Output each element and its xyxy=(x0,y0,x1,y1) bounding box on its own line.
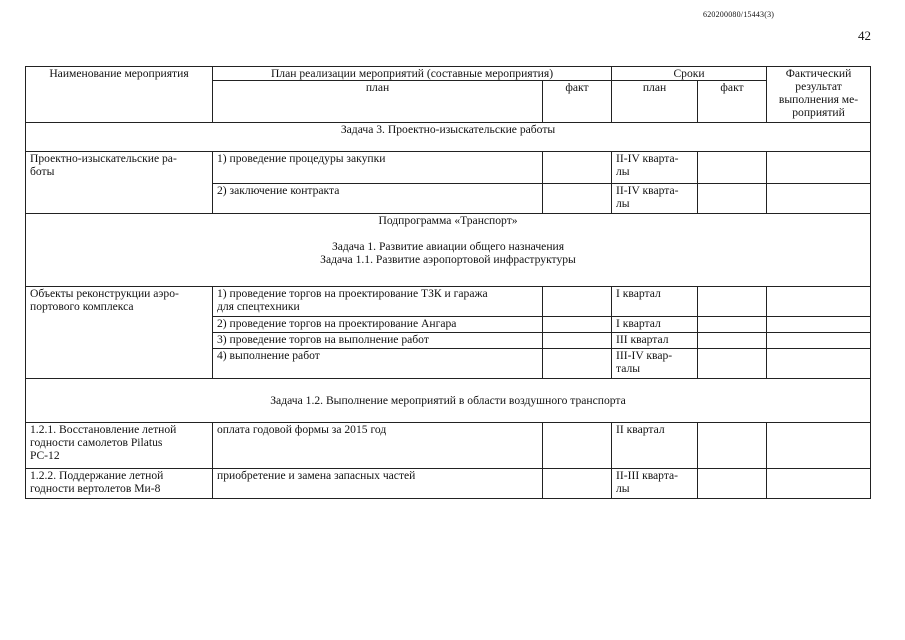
term-line: III-IV квар- xyxy=(616,349,673,362)
result-cell xyxy=(767,349,871,379)
subprogram-row xyxy=(26,214,871,287)
term-plan-cell xyxy=(612,184,698,214)
term-plan-cell xyxy=(612,152,698,184)
term-fact-cell xyxy=(698,287,767,317)
header-row-1 xyxy=(26,67,871,81)
header-plan-group-cell: План реализации мероприятий (составные мероприятия) xyxy=(213,67,612,81)
term-line: II-IV кварта- xyxy=(616,184,679,197)
term-fact-cell xyxy=(698,333,767,349)
task3-title: Задача 3. Проектно-изыскательские работы xyxy=(26,123,871,152)
term-fact-cell xyxy=(698,469,767,499)
aviation-name-cell xyxy=(26,423,213,469)
fact-cell xyxy=(543,152,612,184)
task1-title: Задача 1. Развитие авиации общего назначения xyxy=(331,240,565,253)
airport-row-1 xyxy=(26,287,871,317)
task1-1-title: Задача 1.1. Развитие аэропортовой инфраструктуры xyxy=(320,253,576,266)
design-works-plan-cell: 1) проведение процедуры закупки xyxy=(213,152,543,184)
term-line: талы xyxy=(616,362,641,375)
aviation-row-1 xyxy=(26,423,871,469)
term-plan-cell: I квартал xyxy=(612,317,698,333)
aviation-name-line: 1.2.1. Восстановление летной xyxy=(30,423,177,436)
term-line: лы xyxy=(616,165,630,178)
result-cell xyxy=(767,317,871,333)
subprogram-cell xyxy=(26,214,871,287)
spacer xyxy=(30,227,866,240)
header-name-cell: Наименование мероприятия xyxy=(26,67,213,123)
header-fact-cell: факт xyxy=(543,81,612,123)
header-terms-plan-cell: план xyxy=(612,81,698,123)
airport-plan-cell: 2) проведение торгов на проектирование Ангара xyxy=(213,317,543,333)
term-plan-cell xyxy=(612,349,698,379)
design-works-name-cell xyxy=(26,152,213,214)
term-line: лы xyxy=(616,197,630,210)
airport-plan-cell: 4) выполнение работ xyxy=(213,349,543,379)
result-cell xyxy=(767,287,871,317)
fact-cell xyxy=(543,333,612,349)
aviation-name-line: PC-12 xyxy=(30,449,60,462)
result-cell xyxy=(767,469,871,499)
term-fact-cell xyxy=(698,152,767,184)
header-terms-cell: Сроки xyxy=(612,67,767,81)
term-fact-cell xyxy=(698,317,767,333)
subprogram-title: Подпрограмма «Транспорт» xyxy=(378,214,518,227)
airport-name-line: портового комплекса xyxy=(30,300,134,313)
document-code: 620200080/15443(3) xyxy=(703,10,775,19)
term-fact-cell xyxy=(698,349,767,379)
airport-plan-line: для спецтехники xyxy=(217,300,300,313)
aviation-row-2 xyxy=(26,469,871,499)
result-cell xyxy=(767,184,871,214)
header-result-line: результат xyxy=(795,80,842,93)
term-plan-cell: III квартал xyxy=(612,333,698,349)
design-works-name-line: Проектно-изыскательские ра- xyxy=(30,152,177,165)
fact-cell xyxy=(543,184,612,214)
aviation-plan-cell: оплата годовой формы за 2015 год xyxy=(213,423,543,469)
design-works-name-line: боты xyxy=(30,165,55,178)
airport-name-cell xyxy=(26,287,213,379)
fact-cell xyxy=(543,349,612,379)
header-terms-fact-cell: факт xyxy=(698,81,767,123)
header-plan-cell: план xyxy=(213,81,543,123)
fact-cell xyxy=(543,317,612,333)
task3-row xyxy=(26,123,871,152)
term-line: II-IV кварта- xyxy=(616,152,679,165)
header-result-line: выполнения ме- xyxy=(778,93,859,106)
fact-cell xyxy=(543,287,612,317)
task1-2-title: Задача 1.2. Выполнение мероприятий в области воздушного транспорта xyxy=(26,379,871,423)
result-cell xyxy=(767,333,871,349)
airport-plan-cell: 3) проведение торгов на выполнение работ xyxy=(213,333,543,349)
fact-cell xyxy=(543,469,612,499)
airport-plan-cell xyxy=(213,287,543,317)
header-result-line: Фактический xyxy=(785,67,852,80)
fact-cell xyxy=(543,423,612,469)
result-cell xyxy=(767,152,871,184)
design-works-row-1 xyxy=(26,152,871,184)
term-line: лы xyxy=(616,482,630,495)
aviation-plan-cell: приобретение и замена запасных частей xyxy=(213,469,543,499)
airport-name-line: Объекты реконструкции аэро- xyxy=(30,287,179,300)
page-number: 42 xyxy=(858,28,871,43)
events-plan-table xyxy=(25,66,871,499)
term-plan-cell xyxy=(612,469,698,499)
term-fact-cell xyxy=(698,423,767,469)
term-plan-cell: II квартал xyxy=(612,423,698,469)
aviation-name-line: годности самолетов Pilatus xyxy=(30,436,163,449)
header-result-cell xyxy=(767,67,871,123)
term-plan-cell: I квартал xyxy=(612,287,698,317)
airport-plan-line: 1) проведение торгов на проектирование ТЗК и гаража xyxy=(217,287,488,300)
task1-2-row xyxy=(26,379,871,423)
aviation-name-cell xyxy=(26,469,213,499)
aviation-name-line: 1.2.2. Поддержание летной xyxy=(30,469,164,482)
term-line: II-III кварта- xyxy=(616,469,679,482)
header-result-line: роприятий xyxy=(792,106,845,119)
term-fact-cell xyxy=(698,184,767,214)
result-cell xyxy=(767,423,871,469)
aviation-name-line: годности вертолетов Ми-8 xyxy=(30,482,161,495)
design-works-plan-cell: 2) заключение контракта xyxy=(213,184,543,214)
